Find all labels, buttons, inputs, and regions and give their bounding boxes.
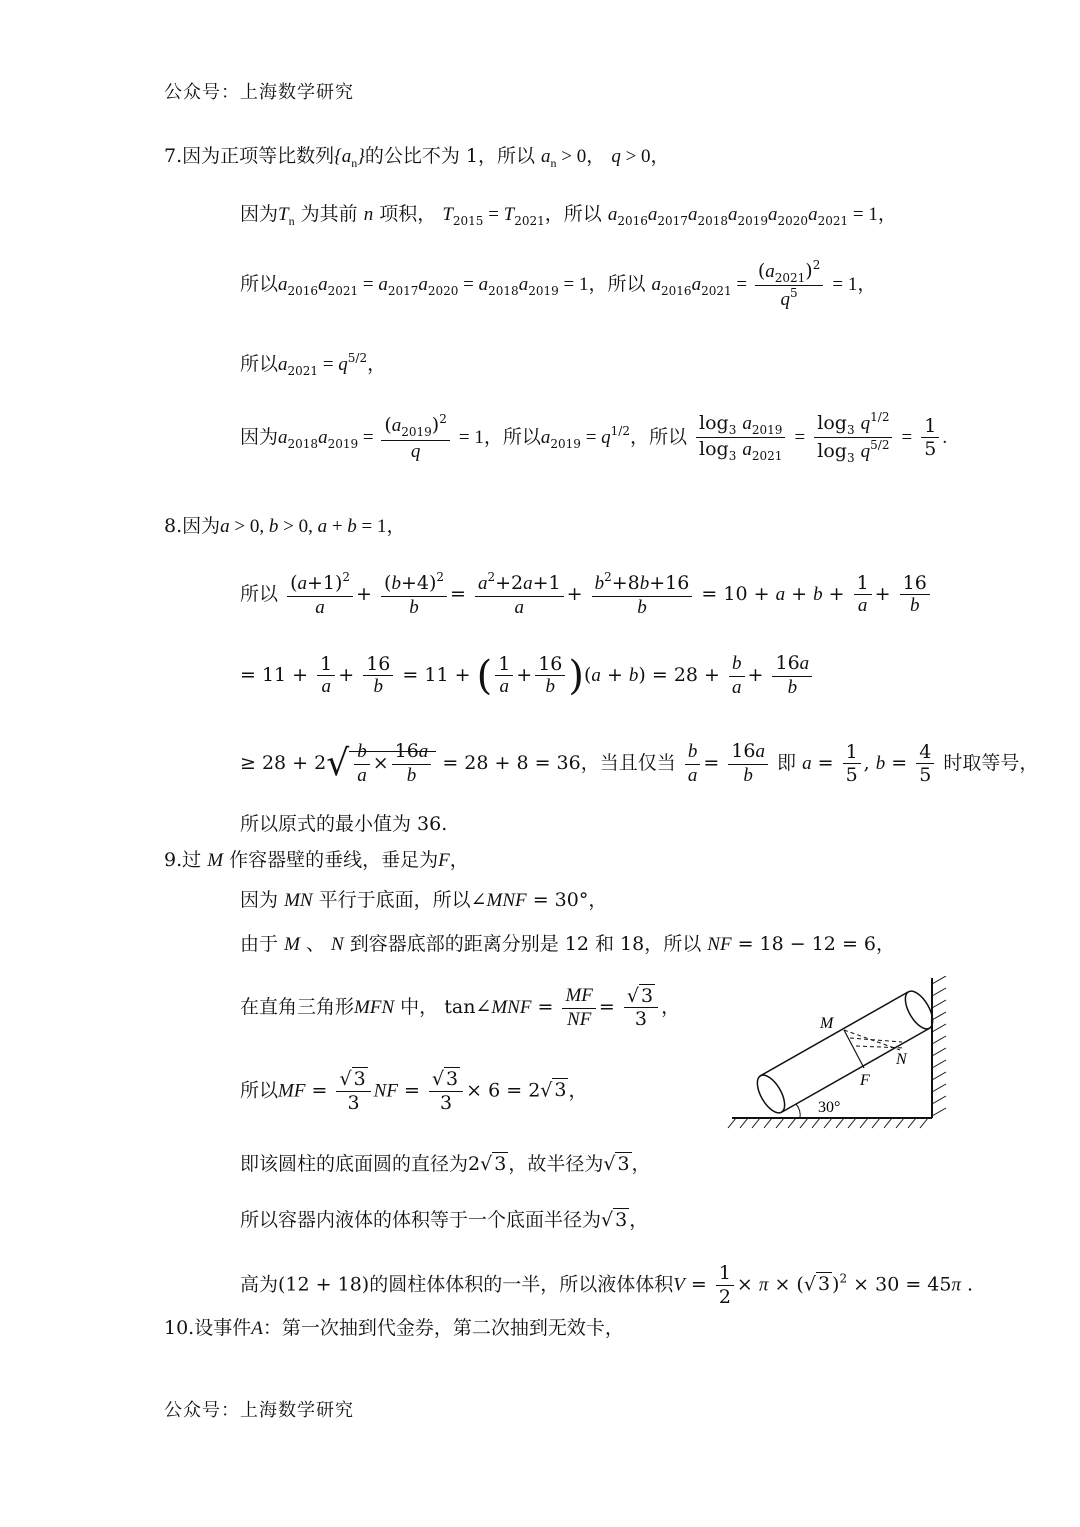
p8-line1: 8.因为a > 0, b > 0, a + b = 1， — [164, 515, 406, 537]
p9-line4: 在直角三角形MFN 中， tan∠MNF = $\frac{MF}{NF}$ = $\frac{√ 3}{3}$ ， — [240, 984, 681, 1031]
p7-line1: 7.因为正项等比数列$\{a_n\}$的公比不为 1，所以 $a_n > 0$， q > 0， — [164, 145, 670, 170]
p7-line4: 所以$a_{2021} = q^{5/2}$， — [240, 351, 387, 378]
p9-line1: 9.过 M 作容器壁的垂线，垂足为F， — [164, 849, 469, 871]
p8-line4: ≥ 28 + 2√ $\frac{b}{a}$ × $\frac{16a}{b}$ = 28 + 8 = 36，当且仅当 $\frac{b}{a}$ = $\frac{16a}{b}$ 即 a = $\frac{1}{5}$ , b = $\frac{4}{5}$ 时取等号， — [240, 740, 1039, 787]
p9-line8: 高为(12 + 18)的圆柱体体积的一半，所以液体体积V = $\frac{1}{2}$ × π × (√ 3 )$^2$ × 30 = 45π . — [240, 1262, 974, 1308]
p10-line1: 10.设事件A：第一次抽到代金券，第二次抽到无效卡， — [164, 1317, 624, 1339]
angle-label: 30° — [818, 1099, 841, 1116]
p8-line3: = 11 + $\frac{1}{a}$ + $\frac{16}{b}$ = 11 + ( $\frac{1}{a}$ + $\frac{16}{b}$ )(a + b) = 28 + $\frac{b}{a}$ + $\frac{16a}{b}$ — [240, 652, 815, 700]
p9-line7: 所以容器内液体的体积等于一个底面半径为√ 3 ， — [240, 1209, 649, 1231]
p7-line5: 因为$a_{2018}a_{2019}$ = $\frac{(a_{2019})^2}{q}$ = 1，所以$a_{2019} = q^{1/2}$，所以 $\frac{\log_3 a_{2019}}{\log_3 a_{2021}}$ = $\frac{\log_3 q^{1/2}}{\log_3 q^{5/2}}$ = $\frac{1}{5}$ . — [240, 410, 948, 466]
p7-line2: 因为$T_n$ 为其前 n 项积， $T_{2015} = T_{2021}$，所以 $a_{2016}a_{2017}a_{2018}a_{2019}a_{2020}a_{2021} = 1$， — [240, 203, 897, 228]
p8-line5: 所以原式的最小值为 36. — [240, 813, 448, 835]
p7-line3: 所以$a_{2016}a_{2021} = a_{2017}a_{2020} = a_{2018}a_{2019} = 1$，所以 $a_{2016}a_{2021}$ = $\frac{(a_{2021})^2}{q^5}$ = 1， — [240, 258, 877, 311]
label-m: M — [820, 1015, 834, 1032]
page-header: 公众号：上海数学研究 — [164, 82, 354, 103]
p8-line2: 所以 $\frac{(a+1)^2}{a}$ + $\frac{(b+4)^2}{b}$ = $\frac{a^2+2a+1}{a}$ + $\frac{b^2+8b+16}{b}$ = 10 + a + b + $\frac{1}{a}$ + $\frac{16}{b}$ — [240, 570, 933, 620]
p9-line2: 因为 MN 平行于底面，所以∠MNF = 30°， — [240, 889, 608, 911]
cylinder-diagram — [724, 976, 954, 1136]
p9-line3: 由于 M 、 N 到容器底部的距离分别是 12 和 18，所以 NF = 18 − 12 = 6， — [240, 933, 895, 955]
p9-line6: 即该圆柱的底面圆的直径为2√ 3 ，故半径为√ 3 ， — [240, 1153, 651, 1175]
p9-line5: 所以MF = $\frac{√ 3}{3}$ NF = $\frac{√ 3}{3}$ × 6 = 2√ 3 ， — [240, 1068, 588, 1114]
label-n: N — [896, 1051, 907, 1068]
page-footer: 公众号：上海数学研究 — [164, 1400, 354, 1421]
label-f: F — [860, 1072, 870, 1089]
